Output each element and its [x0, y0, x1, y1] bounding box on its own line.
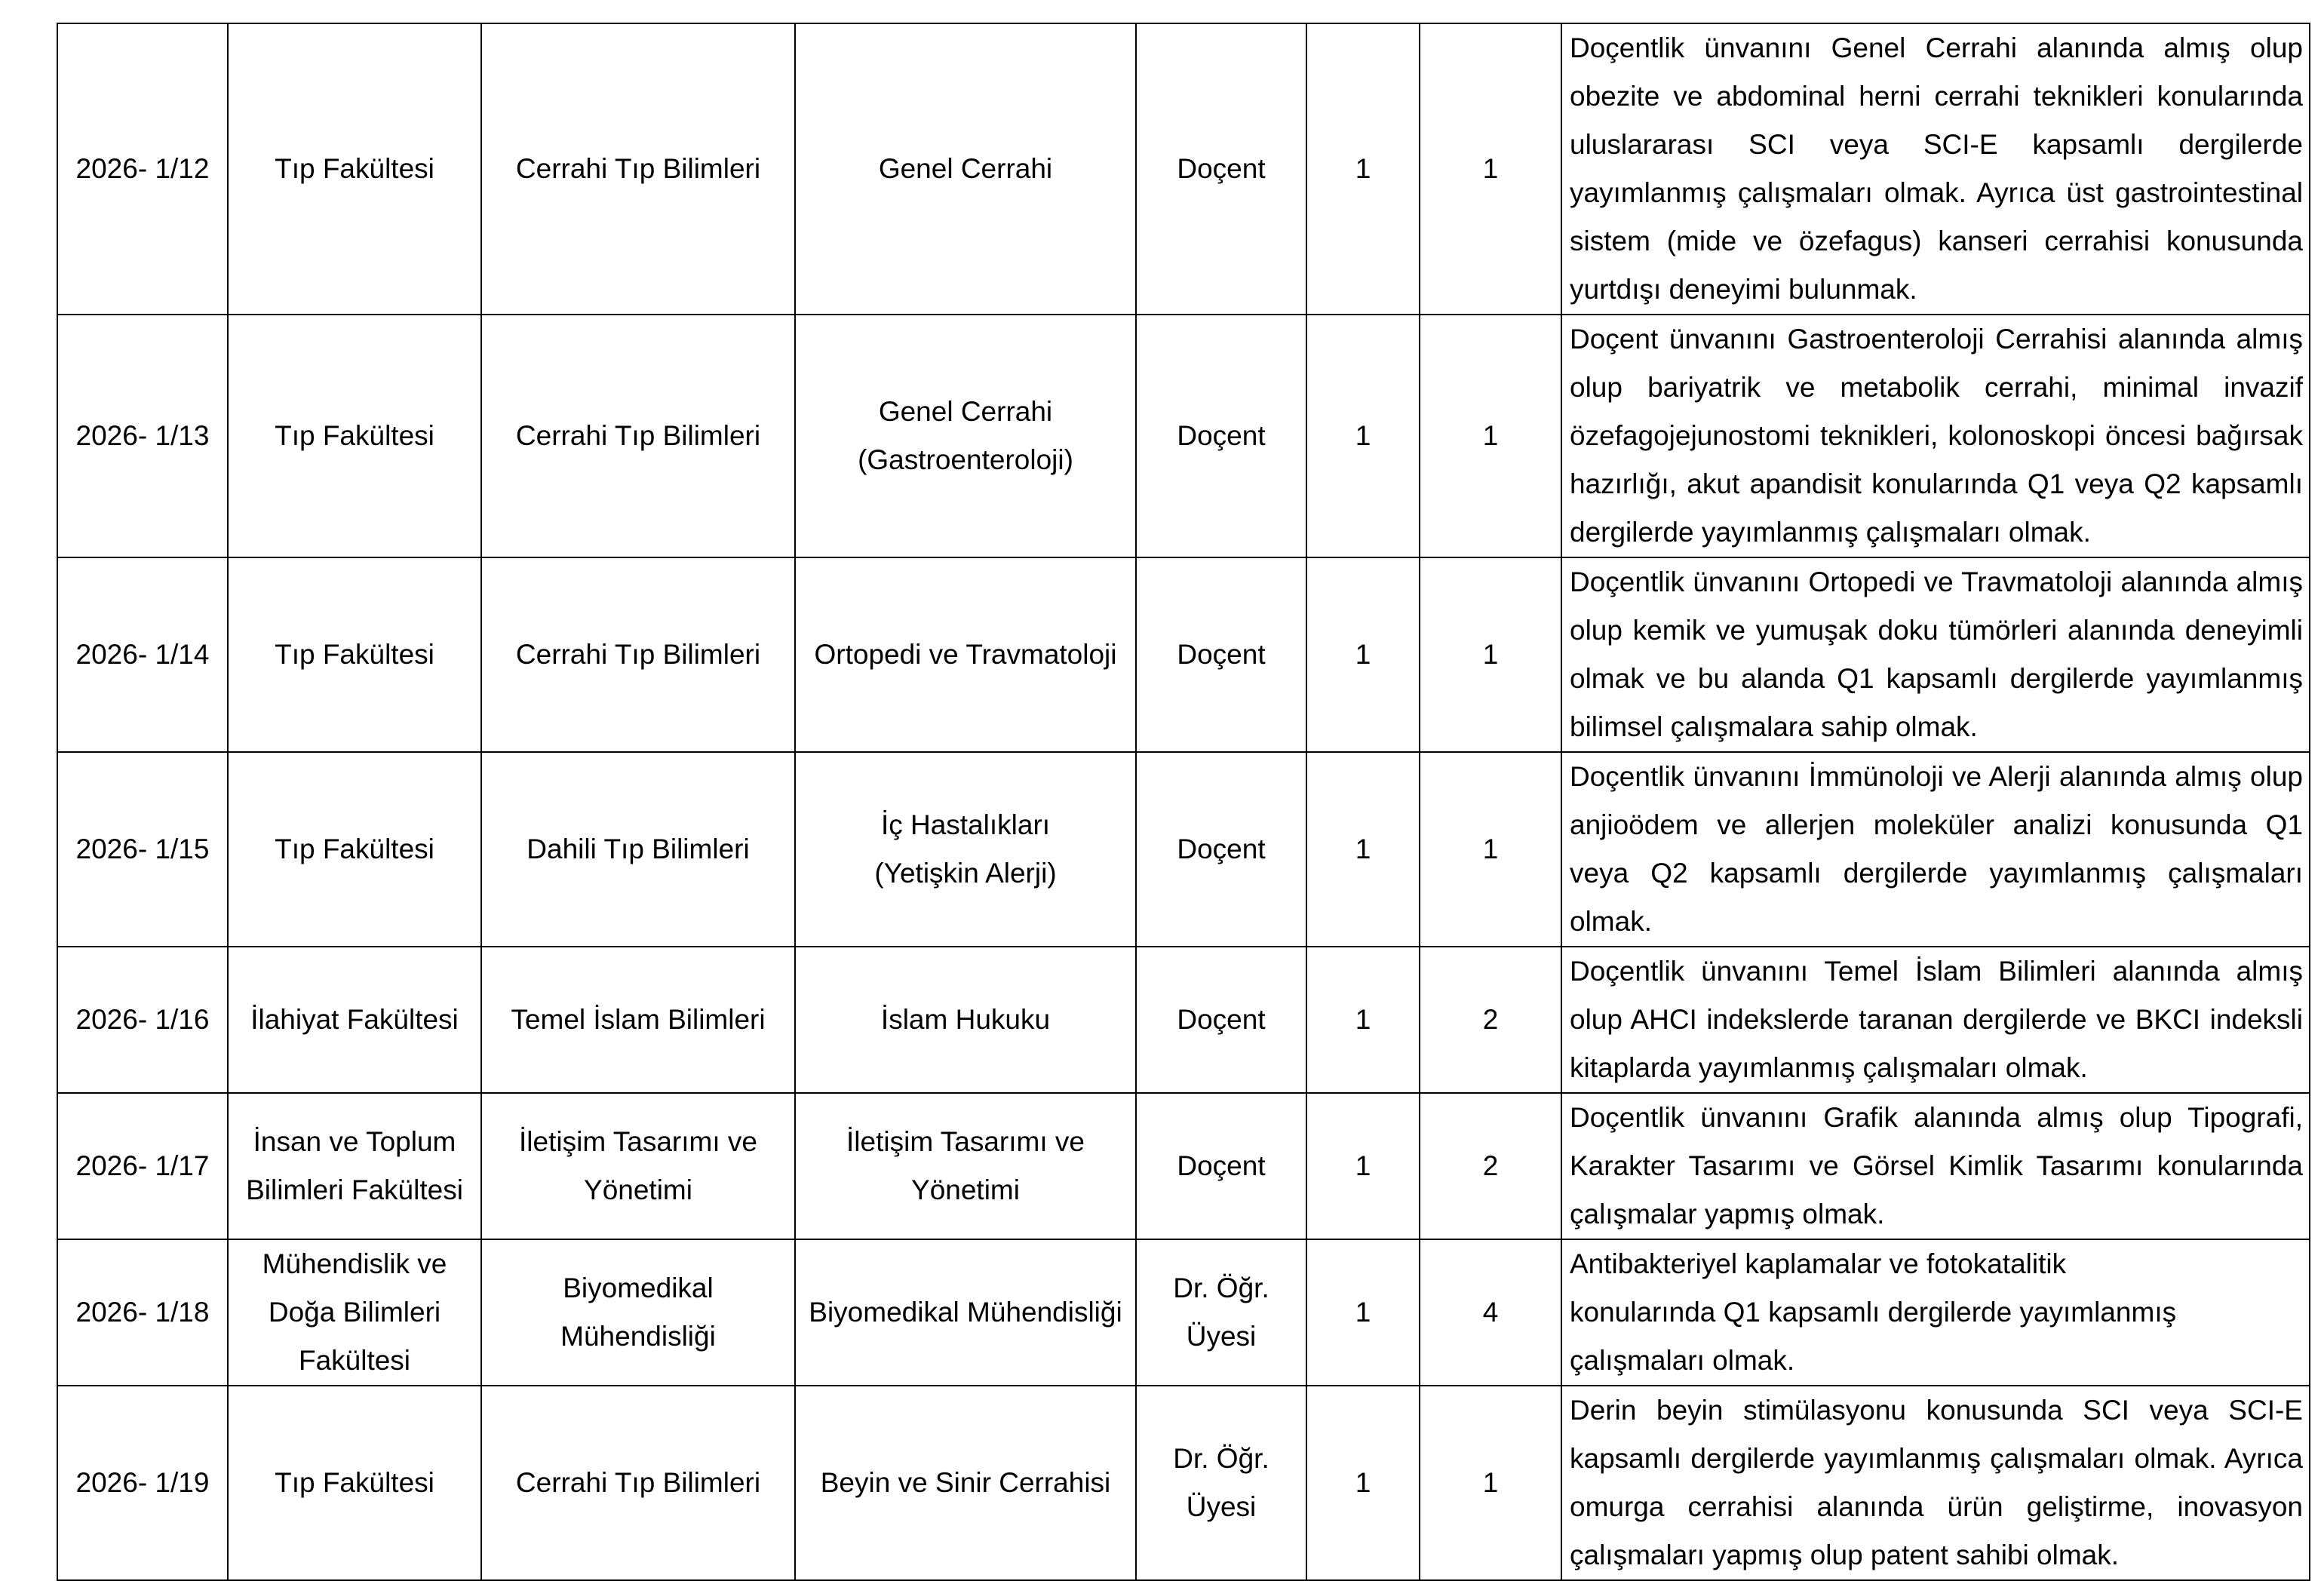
requirement-cell: Derin beyin stimülasyonu konusunda SCI veya SCI-E kapsamlı dergilerde yayımlanmış çalışmaları olmak. Ayrıca omurga cerrahisi alanında ürün geliştirme, inovasyon çalışmaları yapmış olup patent sahibi olmak.: [1561, 1386, 2310, 1580]
degree-cell: 1: [1306, 557, 1420, 752]
department-cell: Cerrahi Tıp Bilimleri: [481, 1386, 795, 1580]
program-cell: Biyomedikal Mühendisliği: [795, 1239, 1136, 1386]
degree-cell: 1: [1306, 1386, 1420, 1580]
degree-cell: 1: [1306, 752, 1420, 947]
degree-cell: 1: [1306, 1093, 1420, 1239]
program-cell: İletişim Tasarımı ve Yönetimi: [795, 1093, 1136, 1239]
faculty-cell: İlahiyat Fakültesi: [228, 947, 481, 1093]
positions-table-wrapper: [57, 23, 2309, 1581]
department-cell: Cerrahi Tıp Bilimleri: [481, 557, 795, 752]
academic-positions-table: [57, 23, 2310, 1581]
requirement-cell: Doçentlik ünvanını Genel Cerrahi alanında almış olup obezite ve abdominal herni cerrahi teknikleri konularında uluslararası SCI veya SCI-E kapsamlı dergilerde yayımlanmış çalışmaları olmak. Ayrıca üst gastrointestinal sistem (mide ve özefagus) kanseri cerrahisi konusunda yurtdışı deneyimi bulunmak.: [1561, 23, 2310, 315]
count-cell: 1: [1420, 23, 1561, 315]
department-cell: Cerrahi Tıp Bilimleri: [481, 315, 795, 557]
department-cell: İletişim Tasarımı ve Yönetimi: [481, 1093, 795, 1239]
department-cell: Biyomedikal Mühendisliği: [481, 1239, 795, 1386]
position-code: 2026- 1/13: [57, 315, 228, 557]
count-cell: 2: [1420, 947, 1561, 1093]
department-cell: Temel İslam Bilimleri: [481, 947, 795, 1093]
title-cell: Doçent: [1136, 752, 1306, 947]
count-cell: 1: [1420, 315, 1561, 557]
title-cell: Dr. Öğr. Üyesi: [1136, 1386, 1306, 1580]
position-code: 2026- 1/12: [57, 23, 228, 315]
program-cell: Genel Cerrahi: [795, 23, 1136, 315]
degree-cell: 1: [1306, 947, 1420, 1093]
department-cell: Dahili Tıp Bilimleri: [481, 752, 795, 947]
count-cell: 1: [1420, 752, 1561, 947]
title-cell: Doçent: [1136, 1093, 1306, 1239]
position-code: 2026- 1/16: [57, 947, 228, 1093]
count-cell: 1: [1420, 557, 1561, 752]
program-cell: Genel Cerrahi (Gastroenteroloji): [795, 315, 1136, 557]
requirement-cell: Doçentlik ünvanını Temel İslam Bilimleri alanında almış olup AHCI indekslerde taranan dergilerde ve BKCI indeksli kitaplarda yayımlanmış çalışmaları olmak.: [1561, 947, 2310, 1093]
program-cell: Ortopedi ve Travmatoloji: [795, 557, 1136, 752]
degree-cell: 1: [1306, 315, 1420, 557]
position-code: 2026- 1/19: [57, 1386, 228, 1580]
degree-cell: 1: [1306, 1239, 1420, 1386]
table-row: [57, 23, 2310, 315]
program-cell: İç Hastalıkları (Yetişkin Alerji): [795, 752, 1136, 947]
position-code: 2026- 1/18: [57, 1239, 228, 1386]
requirement-cell: Doçentlik ünvanını Grafik alanında almış olup Tipografi, Karakter Tasarımı ve Görsel Kimlik Tasarımı konularında çalışmalar yapmış olmak.: [1561, 1093, 2310, 1239]
program-cell: Beyin ve Sinir Cerrahisi: [795, 1386, 1136, 1580]
count-cell: 2: [1420, 1093, 1561, 1239]
department-cell: Cerrahi Tıp Bilimleri: [481, 23, 795, 315]
requirement-cell: Doçent ünvanını Gastroenteroloji Cerrahisi alanında almış olup bariyatrik ve metabolik cerrahi, minimal invazif özefagojejunostomi teknikleri, kolonoskopi öncesi bağırsak hazırlığı, akut apandisit konularında Q1 veya Q2 kapsamlı dergilerde yayımlanmış çalışmaları olmak.: [1561, 315, 2310, 557]
requirement-cell: Antibakteriyel kaplamalar ve fotokatalitik konularında Q1 kapsamlı dergilerde yayımlanmış çalışmaları olmak.: [1561, 1239, 2310, 1386]
table-row: [57, 947, 2310, 1093]
faculty-cell: Tıp Fakültesi: [228, 557, 481, 752]
table-row: [57, 315, 2310, 557]
position-code: 2026- 1/15: [57, 752, 228, 947]
faculty-cell: Mühendislik ve Doğa Bilimleri Fakültesi: [228, 1239, 481, 1386]
title-cell: Doçent: [1136, 947, 1306, 1093]
faculty-cell: Tıp Fakültesi: [228, 1386, 481, 1580]
program-cell: İslam Hukuku: [795, 947, 1136, 1093]
faculty-cell: Tıp Fakültesi: [228, 752, 481, 947]
title-cell: Doçent: [1136, 557, 1306, 752]
faculty-cell: İnsan ve Toplum Bilimleri Fakültesi: [228, 1093, 481, 1239]
count-cell: 1: [1420, 1386, 1561, 1580]
table-row: [57, 1386, 2310, 1580]
table-row: [57, 752, 2310, 947]
degree-cell: 1: [1306, 23, 1420, 315]
table-row: [57, 1093, 2310, 1239]
requirement-cell: Doçentlik ünvanını Ortopedi ve Travmatoloji alanında almış olup kemik ve yumuşak doku tümörleri alanında deneyimli olmak ve bu alanda Q1 kapsamlı dergilerde yayımlanmış bilimsel çalışmalara sahip olmak.: [1561, 557, 2310, 752]
position-code: 2026- 1/14: [57, 557, 228, 752]
title-cell: Dr. Öğr. Üyesi: [1136, 1239, 1306, 1386]
faculty-cell: Tıp Fakültesi: [228, 23, 481, 315]
title-cell: Doçent: [1136, 315, 1306, 557]
faculty-cell: Tıp Fakültesi: [228, 315, 481, 557]
title-cell: Doçent: [1136, 23, 1306, 315]
table-row: [57, 1239, 2310, 1386]
table-row: [57, 557, 2310, 752]
requirement-cell: Doçentlik ünvanını İmmünoloji ve Alerji alanında almış olup anjioödem ve allerjen moleküler analizi konusunda Q1 veya Q2 kapsamlı dergilerde yayımlanmış çalışmaları olmak.: [1561, 752, 2310, 947]
count-cell: 4: [1420, 1239, 1561, 1386]
position-code: 2026- 1/17: [57, 1093, 228, 1239]
